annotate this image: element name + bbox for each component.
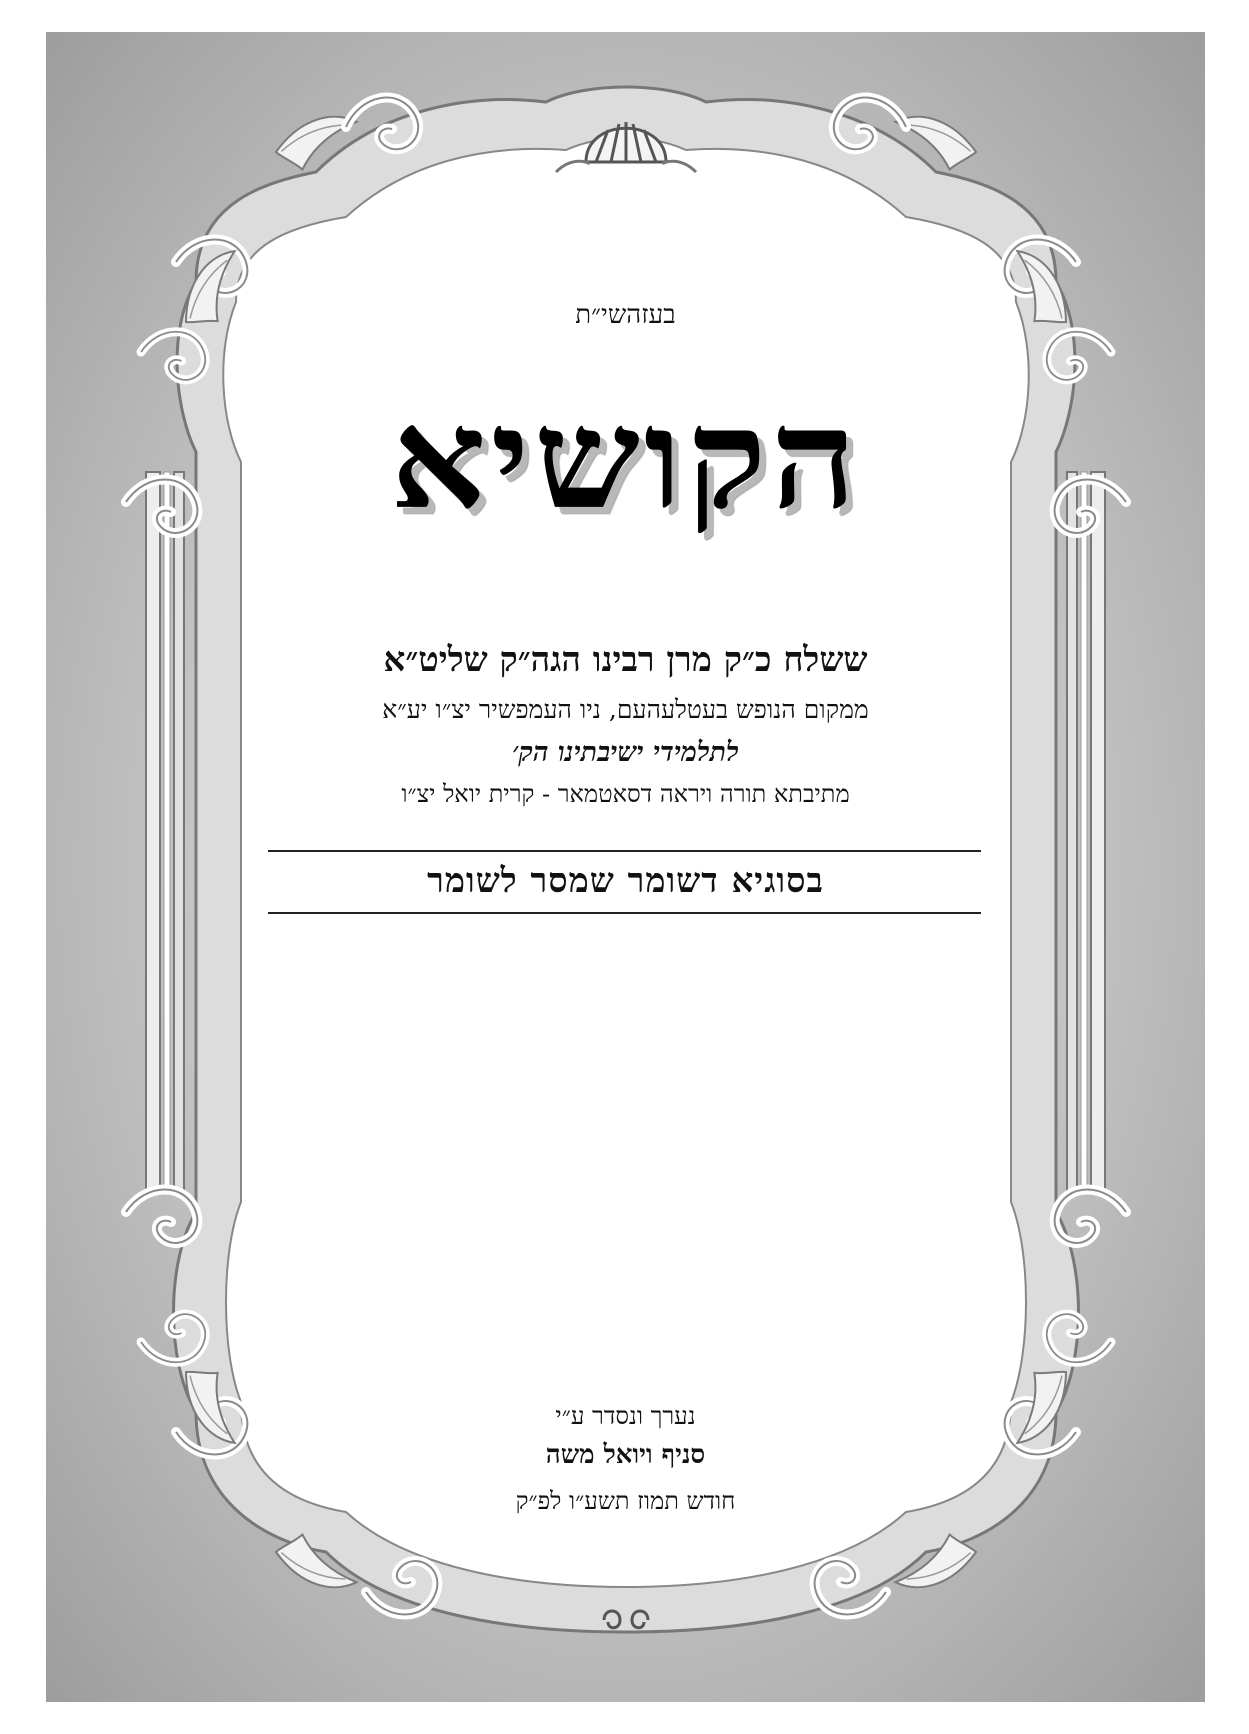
subtitle-line-4: מתיבתא תורה ויראה דסאטמאר - קרית יואל יצ״ו: [401, 780, 850, 808]
main-title: הקושיא: [390, 378, 861, 540]
subtitle-line-2: ממקום הנופש בעטלעהעם, ניו העמפשיר יצ״ו יע״א: [382, 695, 869, 724]
divider-bottom: [268, 912, 981, 914]
subtitle-line-1: ששלח כ״ק מרן רבינו הגה״ק שליט״א: [383, 640, 868, 680]
credit-line-2: סניף ויואל משה: [545, 1440, 706, 1470]
cover-page: [46, 32, 1205, 1702]
credit-line-1: נערך ונסדר ע״י: [555, 1402, 696, 1430]
divider-top: [268, 850, 981, 852]
top-blessing: בעזהשי״ת: [575, 300, 676, 330]
topic-heading: בסוגיא דשומר שמסר לשומר: [427, 861, 824, 901]
credit-line-3: חודש תמוז תשע״ו לפ״ק: [515, 1487, 736, 1515]
subtitle-line-3: לתלמידי ישיבתינו הק׳: [512, 737, 739, 768]
